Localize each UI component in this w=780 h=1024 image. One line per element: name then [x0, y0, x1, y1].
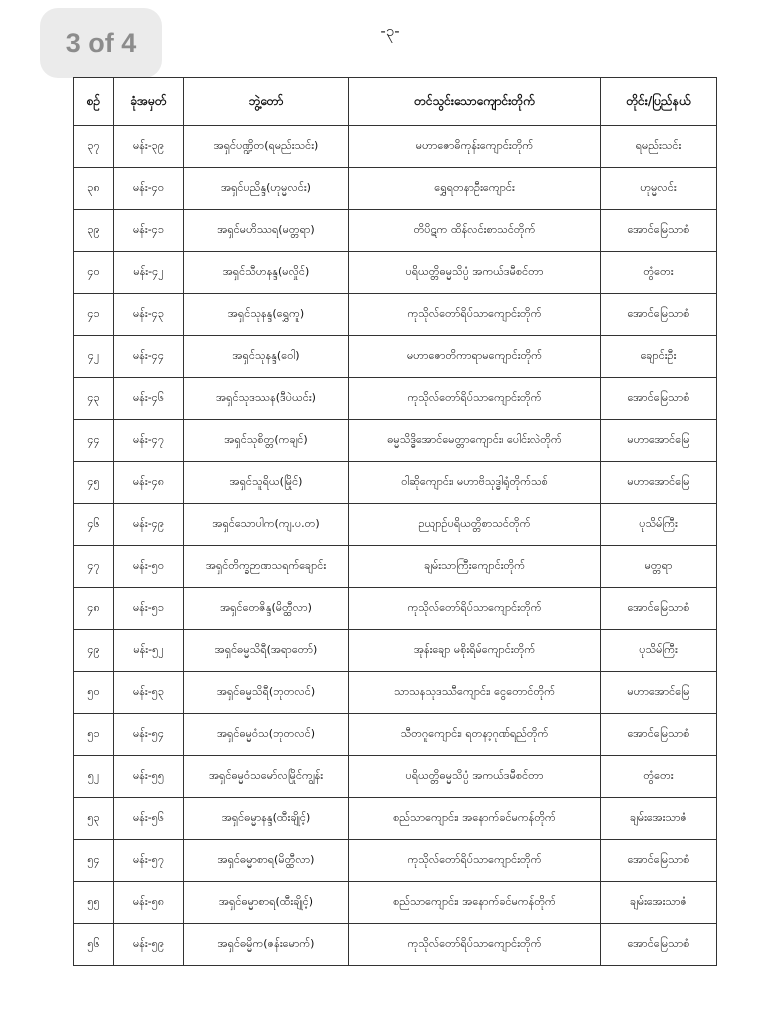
title-cell: အရှင်ပဏ္ဍိတ(ရမည်းသင်း)	[184, 126, 349, 168]
serial-cell: ၄၀	[74, 252, 114, 294]
monastery-cell: ကုသိုလ်တော်ရိပ်သာကျောင်းတိုက်	[349, 588, 601, 630]
table-row	[74, 504, 717, 546]
title-cell: အရှင်သုဒဿန(ဒီပဲယင်း)	[184, 378, 349, 420]
region-cell: ချောင်းဦး	[601, 336, 717, 378]
region-cell: တွံတေး	[601, 756, 717, 798]
title-cell: အရှင်တေဇိန္ဒ(မိတ္ထီလာ)	[184, 588, 349, 630]
title-cell: အရှင်ဓမ္မာနန္ဒ(ထီးချိုင့်)	[184, 798, 349, 840]
header-region: တိုင်း/ပြည်နယ်	[601, 78, 717, 126]
serial-cell: ၅၂	[74, 756, 114, 798]
region-cell: ရမည်းသင်း	[601, 126, 717, 168]
monastery-cell: အုန်းချော မစိုးရိမ်ကျောင်းတိုက်	[349, 630, 601, 672]
title-cell: အရှင်သုနန္ဒ(ရွှေကူ)	[184, 294, 349, 336]
table-row	[74, 630, 717, 672]
title-cell: အရှင်ဓမ္မသိရီ(အရာတော်)	[184, 630, 349, 672]
title-cell: အရှင်သုနန္ဒ(ဝေါ)	[184, 336, 349, 378]
seat-number-cell: မန်း-၄၂	[114, 252, 184, 294]
serial-cell: ၃၈	[74, 168, 114, 210]
serial-cell: ၅၃	[74, 798, 114, 840]
serial-cell: ၄၉	[74, 630, 114, 672]
seat-number-cell: မန်း-၄၃	[114, 294, 184, 336]
page-number: -၃-	[380, 22, 400, 40]
seat-number-cell: မန်း-၅၁	[114, 588, 184, 630]
title-cell: အရှင်ဓမ္မသိရီ(ဘုတလင်)	[184, 672, 349, 714]
region-cell: တွံတေး	[601, 252, 717, 294]
region-cell: ဟုမ္မလင်း	[601, 168, 717, 210]
monastery-cell: သီတဂူကျောင်း၊ ရတနာ့ဂုဏ်ရည်တိုက်	[349, 714, 601, 756]
title-cell: အရှင်ဓမ္မဝံသမော်လမြိုင်ကျွန်း	[184, 756, 349, 798]
monastery-cell: ဓမ္မသိဒ္ဓိအောင်မေတ္တာကျောင်း၊ ပေါင်းလဲတိုက်	[349, 420, 601, 462]
table-row	[74, 924, 717, 966]
seat-number-cell: မန်း-၄၈	[114, 462, 184, 504]
seat-number-cell: မန်း-၅၅	[114, 756, 184, 798]
serial-cell: ၅၅	[74, 882, 114, 924]
monastery-cell: ကုသိုလ်တော်ရိပ်သာကျောင်းတိုက်	[349, 840, 601, 882]
table-row	[74, 294, 717, 336]
table-body	[74, 126, 717, 966]
region-cell: အောင်မြေသာစံ	[601, 924, 717, 966]
serial-cell: ၄၄	[74, 420, 114, 462]
region-cell: ချမ်းအေးသာဇံ	[601, 798, 717, 840]
serial-cell: ၄၁	[74, 294, 114, 336]
region-cell: မဟာအောင်မြေ	[601, 672, 717, 714]
serial-cell: ၃၇	[74, 126, 114, 168]
title-cell: အရှင်ဓမ္မိက(ဇန်းမောက်)	[184, 924, 349, 966]
title-cell: အရှင်သုစိတ္တ(ကချင်)	[184, 420, 349, 462]
serial-cell: ၅၄	[74, 840, 114, 882]
serial-cell: ၄၂	[74, 336, 114, 378]
serial-cell: ၅၁	[74, 714, 114, 756]
region-cell: အောင်မြေသာစံ	[601, 210, 717, 252]
title-cell: အရှင်ဓမ္မာစာရ(မိတ္ထီလာ)	[184, 840, 349, 882]
table-row	[74, 756, 717, 798]
table-row	[74, 840, 717, 882]
monastery-cell: ရွှေရတနာဦးကျောင်း	[349, 168, 601, 210]
monastery-cell: ဝါဆိုကျောင်း၊ မဟာဗိသုဒ္ဓါရုံတိုက်သစ်	[349, 462, 601, 504]
title-cell: အရှင်သီဟနန္ဒ(မလှိုင်)	[184, 252, 349, 294]
serial-cell: ၄၇	[74, 546, 114, 588]
region-cell: အောင်မြေသာစံ	[601, 294, 717, 336]
monastery-cell: ပရိယတ္တိဓမ္မသိပ္ပံ အကယ်ဒမီစင်တာ	[349, 756, 601, 798]
roster-table	[73, 77, 717, 966]
table-row	[74, 336, 717, 378]
seat-number-cell: မန်း-၅၇	[114, 840, 184, 882]
table-row	[74, 420, 717, 462]
seat-number-cell: မန်း-၄၀	[114, 168, 184, 210]
seat-number-cell: မန်း-၅၃	[114, 672, 184, 714]
monastery-cell: ကုသိုလ်တော်ရိပ်သာကျောင်းတိုက်	[349, 378, 601, 420]
seat-number-cell: မန်း-၃၉	[114, 126, 184, 168]
monastery-cell: ဉယျာဉ်ပရိယတ္တိစာသင်တိုက်	[349, 504, 601, 546]
table-row	[74, 882, 717, 924]
seat-number-cell: မန်း-၅၄	[114, 714, 184, 756]
serial-cell: ၄၆	[74, 504, 114, 546]
monastery-cell: ကုသိုလ်တော်ရိပ်သာကျောင်းတိုက်	[349, 294, 601, 336]
header-monastery: တင်သွင်းသောကျောင်းတိုက်	[349, 78, 601, 126]
serial-cell: ၄၃	[74, 378, 114, 420]
monastery-cell: မဟာဇောဓိကုန်းကျောင်းတိုက်	[349, 126, 601, 168]
title-cell: အရှင်သူရိယ(မြိုင်)	[184, 462, 349, 504]
seat-number-cell: မန်း-၄၉	[114, 504, 184, 546]
seat-number-cell: မန်း-၅၉	[114, 924, 184, 966]
table-row	[74, 546, 717, 588]
region-cell: ချမ်းအေးသာဇံ	[601, 882, 717, 924]
region-cell: ပုသိမ်ကြီး	[601, 630, 717, 672]
monastery-cell: ကုသိုလ်တော်ရိပ်သာကျောင်းတိုက်	[349, 924, 601, 966]
table-row	[74, 672, 717, 714]
monastery-cell: ပရိယတ္တိဓမ္မသိပ္ပံ အကယ်ဒမီစင်တာ	[349, 252, 601, 294]
region-cell: အောင်မြေသာစံ	[601, 714, 717, 756]
monastery-cell: ချမ်းသာကြီးကျောင်းတိုက်	[349, 546, 601, 588]
table-row	[74, 168, 717, 210]
region-cell: အောင်မြေသာစံ	[601, 588, 717, 630]
serial-cell: ၅၆	[74, 924, 114, 966]
serial-cell: ၄၈	[74, 588, 114, 630]
region-cell: မဟာအောင်မြေ	[601, 420, 717, 462]
seat-number-cell: မန်း-၄၁	[114, 210, 184, 252]
table-row	[74, 126, 717, 168]
region-cell: အောင်မြေသာစံ	[601, 378, 717, 420]
header-title: ဘွဲ့တော်	[184, 78, 349, 126]
seat-number-cell: မန်း-၄၄	[114, 336, 184, 378]
serial-cell: ၃၉	[74, 210, 114, 252]
title-cell: အရှင်ဓမ္မာစာရ(ထီးချိုင့်)	[184, 882, 349, 924]
monastery-cell: တိပိဋက ထိန်လင်းစာသင်တိုက်	[349, 210, 601, 252]
region-cell: ပုသိမ်ကြီး	[601, 504, 717, 546]
table-row	[74, 714, 717, 756]
table-row	[74, 588, 717, 630]
seat-number-cell: မန်း-၅၈	[114, 882, 184, 924]
monastery-cell: စည်သာကျောင်း၊ အနောက်ခင်မကန်တိုက်	[349, 798, 601, 840]
seat-number-cell: မန်း-၄၆	[114, 378, 184, 420]
seat-number-cell: မန်း-၅၀	[114, 546, 184, 588]
monastery-cell: မဟာဇောတိကာရာမကျောင်းတိုက်	[349, 336, 601, 378]
region-cell: အောင်မြေသာစံ	[601, 840, 717, 882]
seat-number-cell: မန်း-၄၇	[114, 420, 184, 462]
page-indicator: 3 of 4	[40, 8, 162, 78]
title-cell: အရှင်မဟိဿရ(မတ္တရာ)	[184, 210, 349, 252]
header-serial: စဉ်	[74, 78, 114, 126]
title-cell: အရှင်ဓမ္မဝံသ(ဘုတလင်)	[184, 714, 349, 756]
table-row	[74, 462, 717, 504]
region-cell: မဟာအောင်မြေ	[601, 462, 717, 504]
seat-number-cell: မန်း-၅၂	[114, 630, 184, 672]
header-seat-number: ခုံအမှတ်	[114, 78, 184, 126]
table-row	[74, 252, 717, 294]
table-row	[74, 798, 717, 840]
table-row	[74, 210, 717, 252]
serial-cell: ၅၀	[74, 672, 114, 714]
table-row	[74, 378, 717, 420]
title-cell: အရှင်သောပါက(ကျ.ပ.တ)	[184, 504, 349, 546]
title-cell: အရှင်ပညိန္ဒ(ဟုမ္မလင်း)	[184, 168, 349, 210]
monastery-cell: စည်သာကျောင်း၊ အနောက်ခင်မကန်တိုက်	[349, 882, 601, 924]
header-row	[74, 78, 717, 126]
serial-cell: ၄၅	[74, 462, 114, 504]
region-cell: မတ္တရာ	[601, 546, 717, 588]
seat-number-cell: မန်း-၅၆	[114, 798, 184, 840]
monastery-cell: သာသနသုဒဿီကျောင်း၊ ငွေတောင်တိုက်	[349, 672, 601, 714]
title-cell: အရှင်တိက္ခဉာဏသရက်ချောင်း	[184, 546, 349, 588]
